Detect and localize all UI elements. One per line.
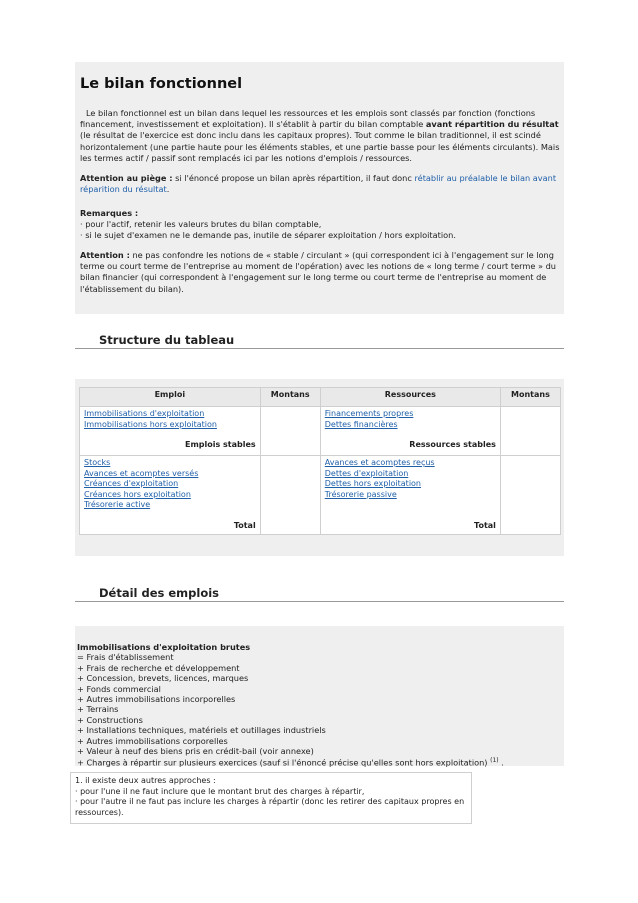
- structure-table: [79, 387, 561, 535]
- attention-piege-link[interactable]: rétablir au préalable le bilan avant réparition du résultat: [80, 173, 557, 195]
- remarque-2: · si le sujet d'examen ne le demande pas, inutile de séparer exploitation / hors exploitation.: [80, 230, 456, 241]
- detail-divider: [75, 601, 564, 602]
- link-dettes-financieres[interactable]: Dettes financières: [324, 419, 398, 429]
- attention-piege-end: .: [166, 184, 170, 195]
- header-montans-2: Montans: [500, 388, 560, 407]
- list-item: = Frais d'établissement: [77, 652, 174, 663]
- footnote-line-3: · pour l'autre il ne faut pas inclure les charges à répartir (donc les retirer des capitaux propres en ressources).: [75, 797, 465, 817]
- link-immobilisations-hors-exploitation[interactable]: Immobilisations hors exploitation: [84, 419, 217, 429]
- list-item: + Constructions: [77, 714, 143, 725]
- remarques: [80, 208, 562, 242]
- attention-label: Attention :: [80, 250, 130, 260]
- footnote-line-2: · pour l'une il ne faut inclure que le montant brut des charges à répartir,: [75, 786, 365, 796]
- link-tresorerie-active[interactable]: Trésorerie active: [84, 500, 151, 509]
- detail-list: [77, 642, 504, 769]
- footnote-line-1: 1. il existe deux autres approches :: [75, 776, 216, 785]
- intro-bold: avant répartition du résultat: [425, 119, 559, 130]
- structure-panel: [75, 379, 564, 556]
- table-row-circulants: [80, 456, 561, 535]
- footnote-box: [70, 772, 472, 824]
- list-item: + Valeur à neuf des biens pris en crédit-bail (voir annexe): [77, 746, 314, 757]
- list-item-last-end: .: [498, 758, 504, 769]
- attention-note: [80, 250, 562, 295]
- montant-ressources-circulantes: [500, 456, 560, 535]
- list-item: + Autres immobilisations corporelles: [77, 735, 228, 746]
- list-item: + Concession, brevets, licences, marques: [77, 673, 249, 684]
- montant-emplois-stables: [260, 407, 320, 456]
- total-ressources: Total: [474, 520, 496, 530]
- intro-text-a: Le bilan fonctionnel est un bilan dans lequel les ressources et les emplois sont classés par fonction (fonctions financement, investissement et exploitation). Il s'établit à partir du bilan comptable: [80, 108, 536, 130]
- emplois-stables-label: Emplois stables: [184, 440, 256, 449]
- montant-ressources-stables: [500, 407, 560, 456]
- ressources-stables-cell: [320, 407, 500, 456]
- intro-panel: [75, 62, 564, 314]
- structure-heading: Structure du tableau: [99, 333, 235, 347]
- footnote-ref[interactable]: (1): [490, 757, 499, 765]
- detail-heading: Détail des emplois: [99, 586, 220, 600]
- detail-list-title: Immobilisations d'exploitation brutes: [77, 642, 251, 652]
- link-creances-hors-exploitation[interactable]: Créances hors exploitation: [84, 489, 191, 499]
- emplois-stables-cell: [80, 407, 261, 456]
- detail-panel: [75, 626, 564, 769]
- link-avances-acomptes-recus[interactable]: Avances et acomptes reçus: [324, 458, 435, 467]
- list-item: + Frais de recherche et développement: [77, 662, 240, 673]
- attention-piege: [80, 173, 562, 195]
- list-item: + Fonds commercial: [77, 683, 161, 694]
- link-financements-propres[interactable]: Financements propres: [324, 409, 414, 418]
- link-tresorerie-passive[interactable]: Trésorerie passive: [324, 489, 397, 499]
- table-row-stables: [80, 407, 561, 456]
- emplois-circulants-cell: [80, 456, 261, 535]
- attention-text: ne pas confondre les notions de « stable / circulant » (qui correspondent ici à l'engagement sur le long terme ou court terme de l'entreprise au moment de l'opération) avec les notions de « long terme / court terme » du bilan financier (qui correspondent à l'engagement sur le long terme ou court terme de l'entreprise au moment de l'établissement du bilan).: [80, 250, 556, 294]
- link-creances-exploitation[interactable]: Créances d'exploitation: [84, 479, 179, 488]
- header-emploi: Emploi: [80, 388, 261, 407]
- link-stocks[interactable]: Stocks: [84, 458, 111, 467]
- table-header-row: [80, 388, 561, 407]
- link-dettes-hors-exploitation[interactable]: Dettes hors exploitation: [324, 479, 421, 488]
- attention-piege-label: Attention au piège :: [80, 173, 173, 183]
- link-immobilisations-exploitation[interactable]: Immobilisations d'exploitation: [84, 409, 205, 418]
- montant-emplois-circulants: [260, 456, 320, 535]
- list-item: + Installations techniques, matériels et outillages industriels: [77, 725, 326, 736]
- list-item-last: + Charges à répartir sur plusieurs exercices (sauf si l'énoncé précise qu'elles sont hors exploitation): [77, 758, 491, 769]
- ressources-circulantes-cell: [320, 456, 500, 535]
- header-montans-1: Montans: [260, 388, 320, 407]
- header-ressources: Ressources: [320, 388, 500, 407]
- ressources-stables-label: Ressources stables: [409, 440, 496, 449]
- link-dettes-exploitation[interactable]: Dettes d'exploitation: [324, 468, 409, 478]
- intro-paragraph: [80, 108, 562, 164]
- remarques-label: Remarques :: [80, 208, 139, 218]
- total-emplois: Total: [233, 520, 256, 530]
- link-avances-acomptes-verses[interactable]: Avances et acomptes versés: [84, 468, 199, 478]
- page-title: Le bilan fonctionnel: [80, 76, 243, 92]
- list-item: + Terrains: [77, 704, 119, 715]
- structure-divider: [75, 348, 564, 349]
- list-item: + Autres immobilisations incorporelles: [77, 694, 236, 705]
- attention-piege-text: si l'énoncé propose un bilan après répartition, il faut donc: [172, 173, 415, 183]
- intro-text-b: (le résultat de l'exercice est donc inclu dans les capitaux propres). Tout comme le bilan traditionnel, il est scindé horizontalement (une partie haute pour les éléments stables, et une partie basse pour les éléments circulants). Mais les termes actif / passif sont remplacés ici par les notions d'emplois / ressources.: [80, 130, 560, 163]
- remarque-1: · pour l'actif, retenir les valeurs brutes du bilan comptable,: [80, 219, 322, 230]
